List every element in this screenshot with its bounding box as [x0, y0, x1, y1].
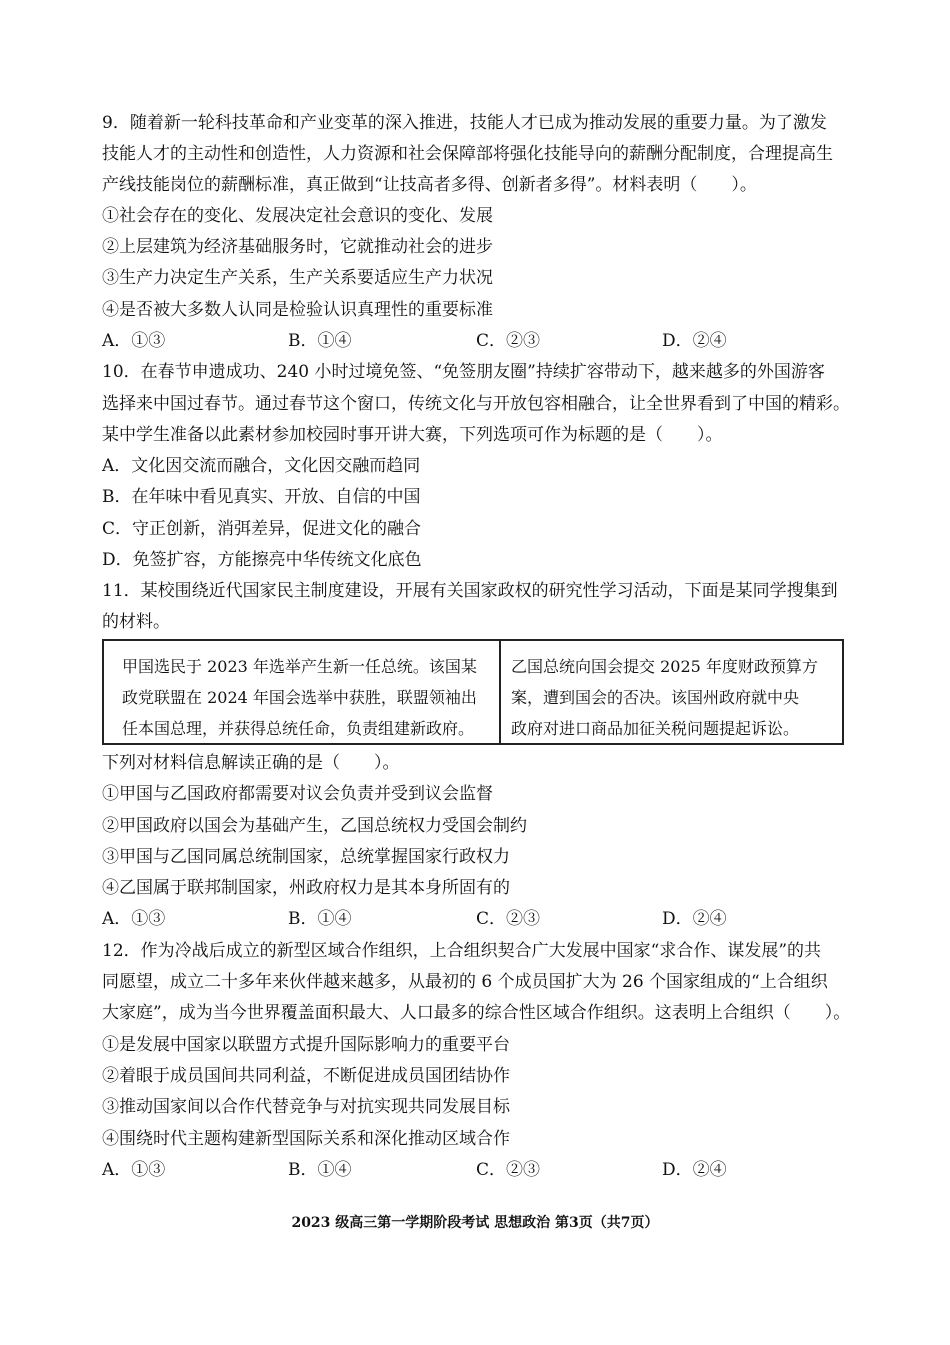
q12-option-c: C．②③	[476, 1160, 541, 1180]
q10-stem-line: 选择来中国过春节。通过春节这个窗口，传统文化与开放包容相融合，让全世界看到了中国的精彩。	[102, 394, 850, 414]
q12-option-a: A．①③	[102, 1160, 166, 1180]
material-line: 任本国总理，并获得总统任命，负责组建新政府。	[122, 719, 475, 738]
material-line: 政府对进口商品加征关税问题提起诉讼。	[511, 719, 800, 738]
q12-item: ③推动国家间以合作代替竞争与对抗实现共同发展目标	[102, 1097, 510, 1117]
q11-material-country-b	[501, 641, 842, 743]
q12-item: ①是发展中国家以联盟方式提升国际影响力的重要平台	[102, 1035, 510, 1055]
q10-option-c: C．守正创新，消弭差异，促进文化的融合	[102, 519, 422, 539]
material-line: 案，遭到国会的否决。该国州政府就中央	[511, 688, 800, 707]
material-line: 乙国总统向国会提交 2025 年度财政预算方	[511, 657, 818, 676]
q11-item: ②甲国政府以国会为基础产生，乙国总统权力受国会制约	[102, 816, 527, 836]
q11-item: ①甲国与乙国政府都需要对议会负责并受到议会监督	[102, 784, 493, 804]
q9-item: ①社会存在的变化、发展决定社会意识的变化、发展	[102, 206, 493, 226]
material-line: 政党联盟在 2024 年国会选举中获胜，联盟领袖出	[122, 688, 477, 707]
q9-item: ④是否被大多数人认同是检验认识真理性的重要标准	[102, 300, 493, 320]
q9-option-c: C．②③	[476, 331, 541, 351]
q9-option-a: A．①③	[102, 331, 166, 351]
q9-stem-line: 9．随着新一轮科技革命和产业变革的深入推进，技能人才已成为推动发展的重要力量。为了激发	[102, 113, 827, 133]
q11-stem-line: 的材料。	[102, 612, 170, 632]
material-line: 甲国选民于 2023 年选举产生新一任总统。该国某	[122, 657, 477, 676]
q11-item: ③甲国与乙国同属总统制国家，总统掌握国家行政权力	[102, 847, 510, 867]
q12-stem-line: 同愿望，成立二十多年来伙伴越来越多，从最初的 6 个成员国扩大为 26 个国家组成的“上合组织	[102, 972, 828, 992]
q11-option-d: D．②④	[662, 909, 727, 929]
q9-stem-line: 技能人才的主动性和创造性，人力资源和社会保障部将强化技能导向的薪酬分配制度，合理提高生	[102, 144, 833, 164]
q11-material-country-a	[104, 641, 501, 743]
q11-option-c: C．②③	[476, 909, 541, 929]
q9-stem-line: 产线技能岗位的薪酬标准，真正做到“让技高者多得、创新者多得”。材料表明（ ）。	[102, 175, 757, 195]
q12-option-d: D．②④	[662, 1160, 727, 1180]
q9-options	[102, 330, 862, 352]
page-footer: 2023 级高三第一学期阶段考试 思想政治 第3页（共7页）	[291, 1215, 659, 1231]
q11-option-b: B．①④	[288, 909, 352, 929]
q12-stem-line: 12．作为冷战后成立的新型区域合作组织，上合组织契合广大发展中国家“求合作、谋发展”的共	[102, 941, 822, 961]
q9-option-b: B．①④	[288, 331, 352, 351]
q9-option-d: D．②④	[662, 331, 727, 351]
q11-prompt: 下列对材料信息解读正确的是（ ）。	[102, 753, 400, 773]
q12-options	[102, 1159, 862, 1181]
q11-item: ④乙国属于联邦制国家，州政府权力是其本身所固有的	[102, 878, 510, 898]
q10-option-a: A．文化因交流而融合，文化因交融而趋同	[102, 456, 421, 476]
q11-options	[102, 908, 862, 930]
q10-stem-line: 10．在春节申遗成功、240 小时过境免签、“免签朋友圈”持续扩容带动下，越来越多的外国游客	[102, 362, 825, 382]
q11-option-a: A．①③	[102, 909, 166, 929]
q10-option-d: D．免签扩容，方能擦亮中华传统文化底色	[102, 550, 422, 570]
q10-option-b: B．在年味中看见真实、开放、自信的中国	[102, 487, 421, 507]
q12-item: ④围绕时代主题构建新型国际关系和深化推动区域合作	[102, 1129, 510, 1149]
q11-material-table	[102, 639, 844, 745]
q12-option-b: B．①④	[288, 1160, 352, 1180]
q10-stem-line: 某中学生准备以此素材参加校园时事开讲大赛，下列选项可作为标题的是（ ）。	[102, 425, 723, 445]
q12-stem-line: 大家庭”，成为当今世界覆盖面积最大、人口最多的综合性区域合作组织。这表明上合组织（ ）。	[102, 1003, 851, 1023]
q9-item: ②上层建筑为经济基础服务时，它就推动社会的进步	[102, 237, 493, 257]
q11-stem-line: 11．某校围绕近代国家民主制度建设，开展有关国家政权的研究性学习活动，下面是某同学搜集到	[102, 581, 838, 601]
q12-item: ②着眼于成员国间共同利益，不断促进成员国团结协作	[102, 1066, 510, 1086]
q9-item: ③生产力决定生产关系，生产关系要适应生产力状况	[102, 268, 493, 288]
